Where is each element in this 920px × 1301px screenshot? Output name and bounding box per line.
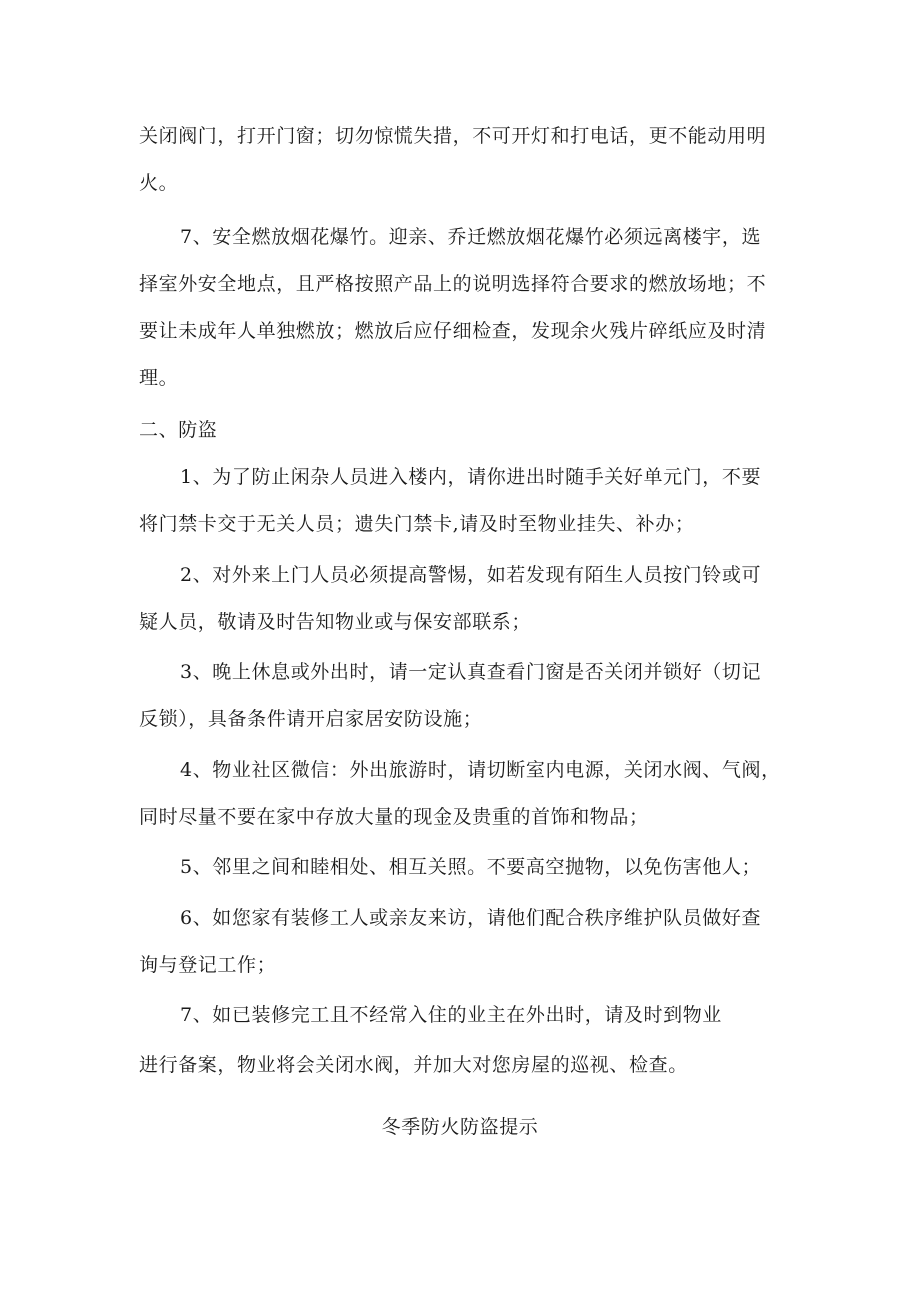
paragraph-line: 关闭阀门，打开门窗；切勿惊慌失措，不可开灯和打电话，更不能动用明 [139, 125, 767, 147]
paragraph-line: 1、为了防止闲杂人员进入楼内，请你进出时随手关好单元门，不要 [180, 466, 762, 488]
paragraph-line: 疑人员，敬请及时告知物业或与保安部联系； [139, 611, 532, 633]
paragraph-line: 反锁），具备条件请开启家居安防设施； [139, 708, 483, 730]
paragraph-line: 7、如已装修完工且不经常入住的业主在外出时，请及时到物业 [180, 1004, 722, 1026]
paragraph-line: 3、晚上休息或外出时，请一定认真查看门窗是否关闭并锁好（切记 [180, 661, 762, 683]
paragraph-line: 4、物业社区微信：外出旅游时，请切断室内电源，关闭水阀、气阀， [180, 759, 781, 781]
paragraph-line: 择室外安全地点，且严格按照产品上的说明选择符合要求的燃放场地；不 [139, 273, 767, 295]
paragraph-line: 将门禁卡交于无关人员；遗失门禁卡,请及时至物业挂失、补办； [139, 513, 695, 535]
paragraph-line: 要让未成年人单独燃放；燃放后应仔细检查，发现余火残片碎纸应及时清 [139, 320, 767, 342]
paragraph-line: 进行备案，物业将会关闭水阀，并加大对您房屋的巡视、检查。 [139, 1054, 688, 1076]
section-heading: 二、防盗 [139, 419, 218, 441]
paragraph-line: 5、邻里之间和睦相处、相互关照。不要高空抛物，以免伤害他人； [180, 856, 762, 878]
paragraph-line: 6、如您家有装修工人或亲友来访，请他们配合秩序维护队员做好查 [180, 907, 762, 929]
paragraph-line: 火。 [139, 172, 179, 194]
paragraph-line: 询与登记工作； [139, 954, 277, 976]
paragraph-line: 同时尽量不要在家中存放大量的现金及贵重的首饰和物品； [139, 806, 649, 828]
paragraph-line: 理。 [139, 367, 179, 389]
paragraph-line: 2、对外来上门人员必须提高警惕，如若发现有陌生人员按门铃或可 [180, 564, 762, 586]
document-title: 冬季防火防盗提示 [381, 1116, 539, 1138]
paragraph-line: 7、安全燃放烟花爆竹。迎亲、乔迁燃放烟花爆竹必须远离楼宇，选 [180, 226, 762, 248]
